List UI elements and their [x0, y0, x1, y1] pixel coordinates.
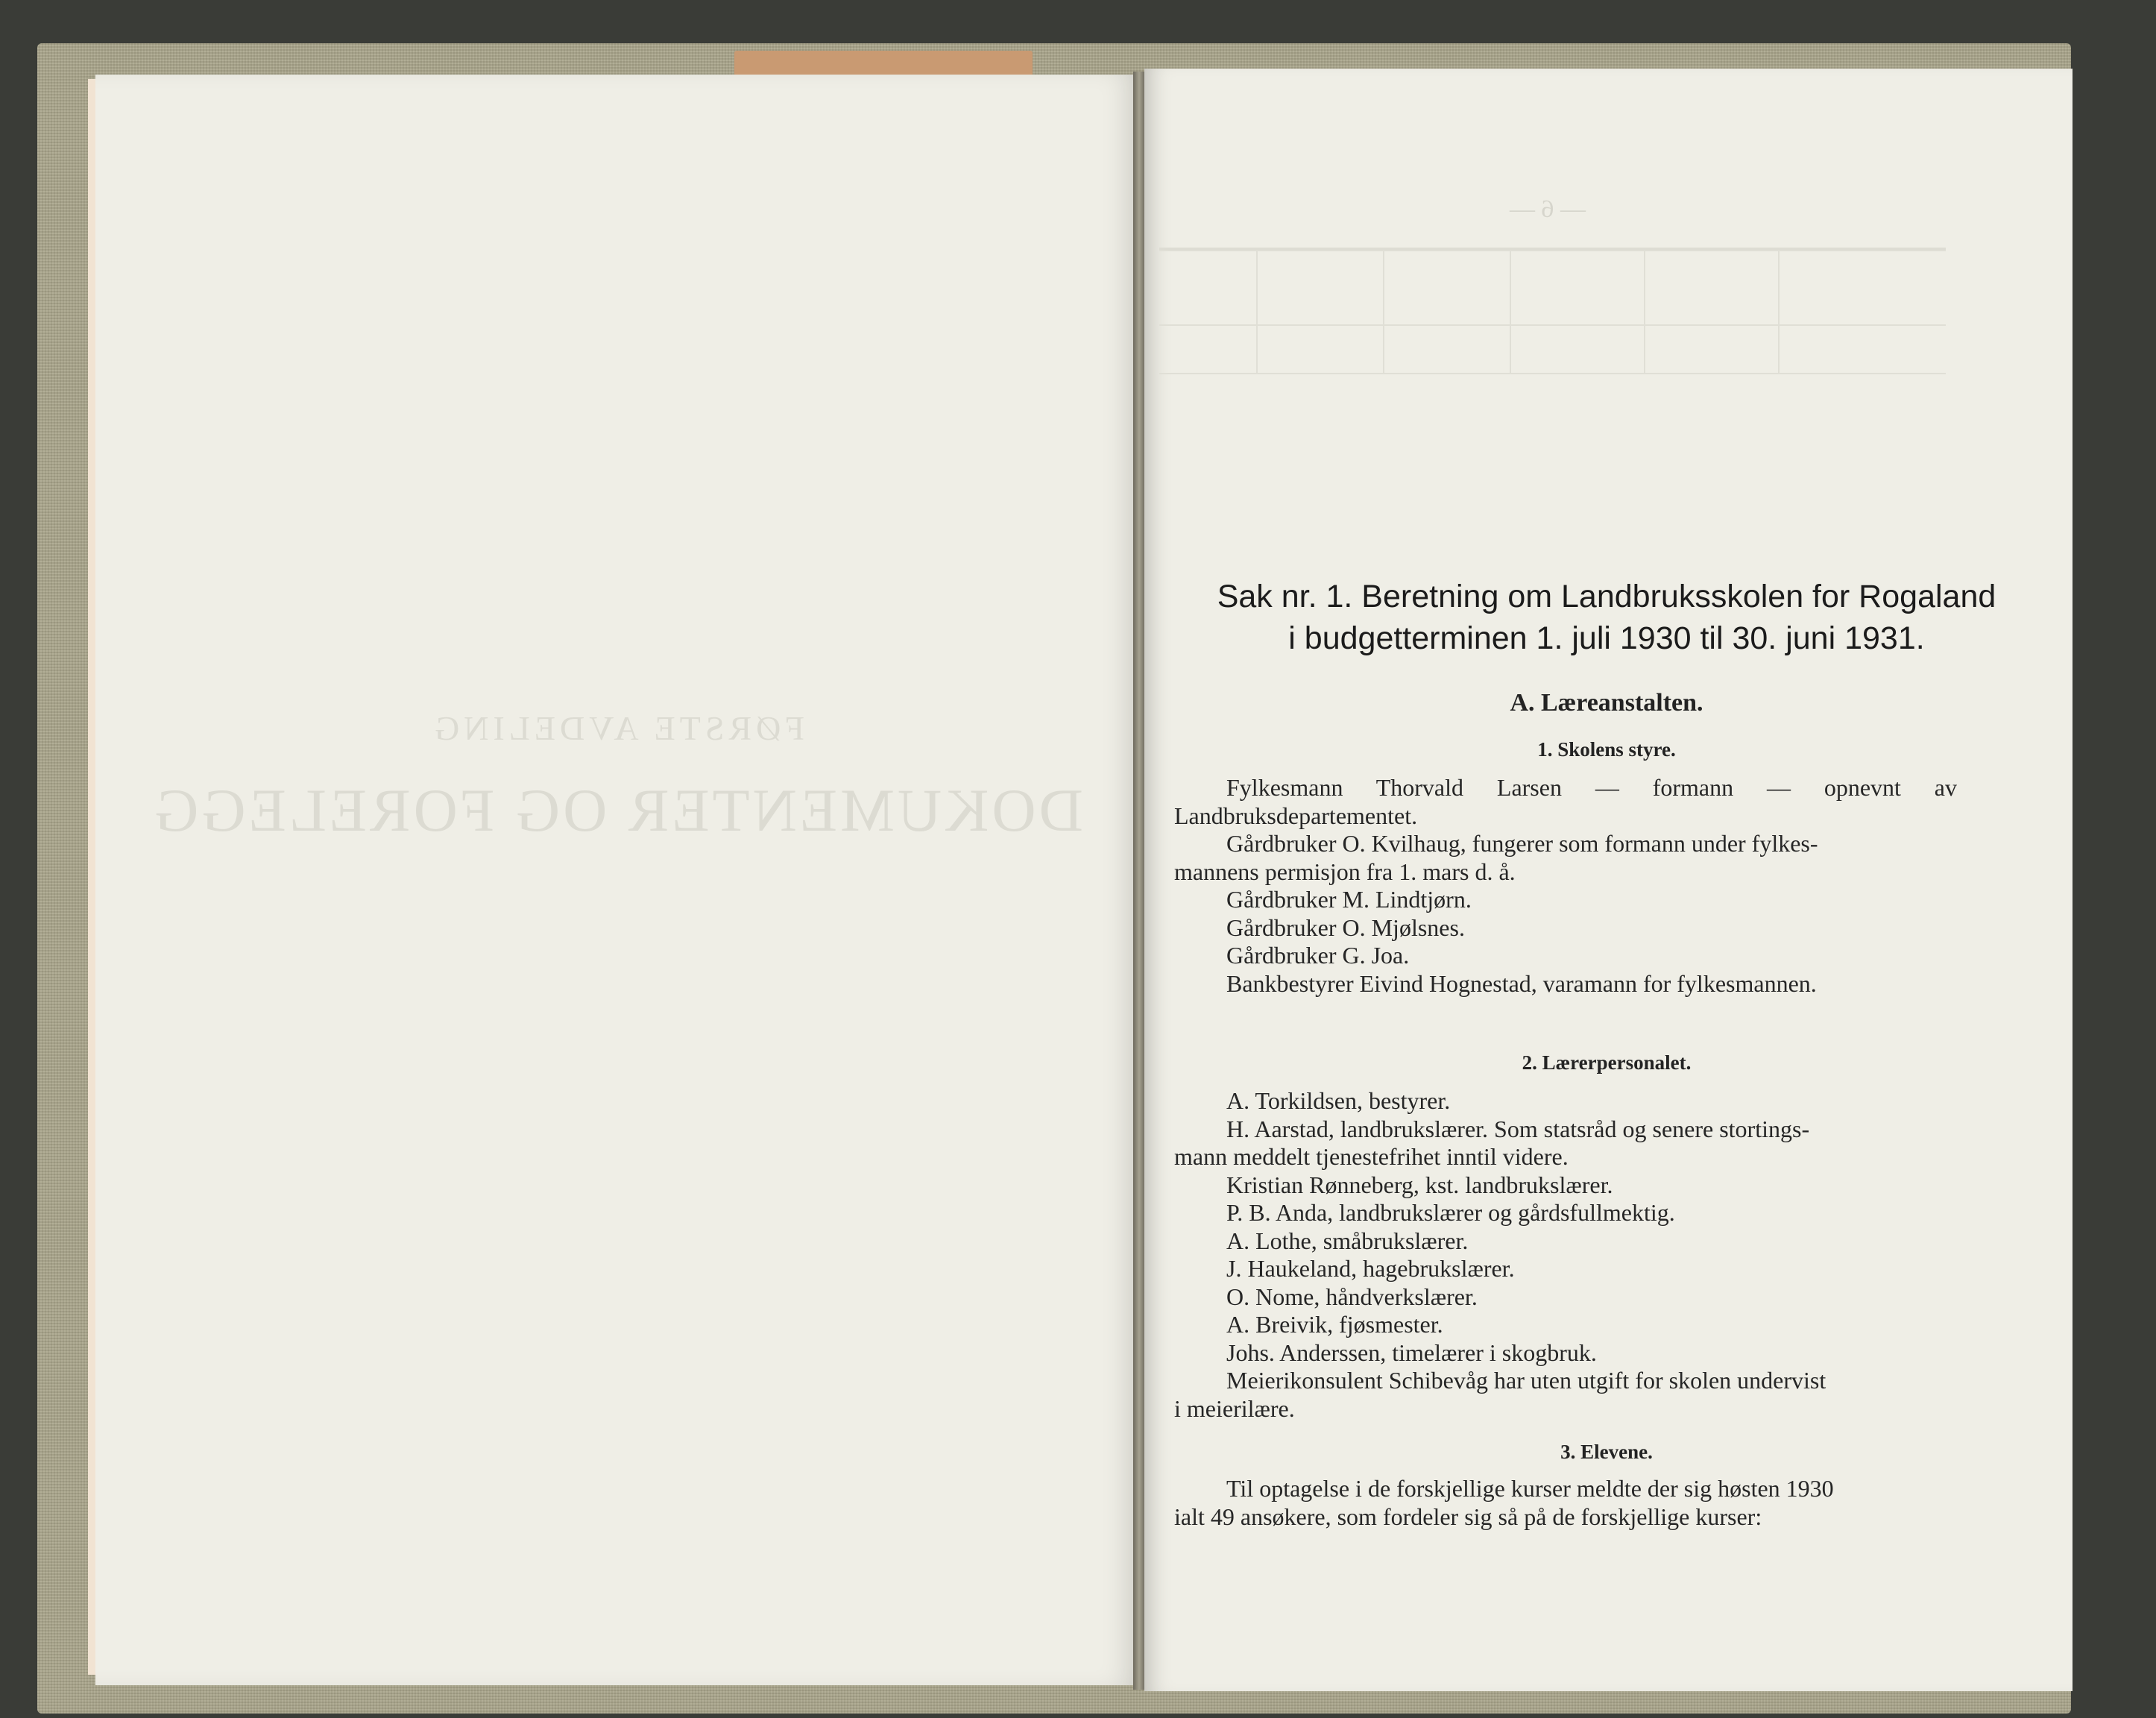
- right-page: [1144, 69, 2073, 1691]
- text-line: Kristian Rønneberg, kst. landbrukslærer.: [1226, 1171, 1613, 1198]
- text-line: mann meddelt tjenestefrihet inntil videre.: [1174, 1143, 1569, 1170]
- text-line: P. B. Anda, landbrukslærer og gårdsfullmektig.: [1226, 1199, 1675, 1226]
- text-line: J. Haukeland, hagebrukslærer.: [1226, 1255, 1515, 1282]
- text-line: Til optagelse i de forskjellige kurser meldte der sig høsten 1930: [1226, 1475, 1834, 1502]
- text-line: A. Breivik, fjøsmester.: [1226, 1311, 1443, 1338]
- text-line: Gårdbruker M. Lindtjørn.: [1226, 886, 1472, 913]
- text-line: Johs. Anderssen, timelærer i skogbruk.: [1226, 1338, 1597, 1366]
- text-line: Bankbestyrer Eivind Hognestad, varamann for fylkesmannen.: [1226, 969, 1817, 997]
- text-line: Fylkesmann Thorvald Larsen — formann — opnevnt av: [1226, 774, 1957, 801]
- show-through-heading-1: FØRSTE AVDELING: [430, 709, 804, 747]
- text-line: mannens permisjon fra 1. mars d. å.: [1174, 858, 1516, 885]
- text-line: i meierilære.: [1174, 1394, 1295, 1422]
- text-line: O. Nome, håndverkslærer.: [1226, 1283, 1478, 1310]
- left-page: [95, 75, 1139, 1685]
- show-through-table: [1159, 248, 1946, 563]
- show-through-page-number: — 6 —: [1510, 195, 1586, 223]
- text-line: Landbruksdepartementet.: [1174, 802, 1418, 829]
- book-gutter: [1133, 72, 1145, 1690]
- text-line: Meierikonsulent Schibevåg har uten utgift for skolen undervist: [1226, 1367, 1826, 1394]
- text-line: ialt 49 ansøkere, som fordeler sig så på de forskjellige kurser:: [1174, 1503, 1762, 1530]
- text-line: Gårdbruker G. Joa.: [1226, 942, 1410, 969]
- elever-paragraph: [1174, 1475, 1957, 1531]
- title-line-2: i budgetterminen 1. juli 1930 til 30. juni 1931.: [1288, 620, 1925, 656]
- section-heading: A. Læreanstalten.: [1510, 689, 1703, 717]
- text-line: Gårdbruker O. Mjølsnes.: [1226, 913, 1465, 941]
- text-line: H. Aarstad, landbrukslærer. Som statsråd og senere stortings-: [1226, 1115, 1810, 1142]
- cover-ribbon: [734, 51, 1033, 76]
- subheading-personale: 2. Lærerpersonalet.: [1522, 1051, 1692, 1074]
- personale-paragraph: [1174, 1087, 1957, 1423]
- text-line: A. Torkildsen, bestyrer.: [1226, 1087, 1451, 1114]
- subheading-styre: 1. Skolens styre.: [1537, 738, 1676, 761]
- subheading-elever: 3. Elevene.: [1560, 1441, 1653, 1463]
- title-line-1: Sak nr. 1. Beretning om Landbruksskolen for Rogaland: [1217, 579, 1996, 614]
- text-line: Gårdbruker O. Kvilhaug, fungerer som formann under fylkes-: [1226, 830, 1818, 857]
- document-title: [1159, 576, 2054, 659]
- text-line: A. Lothe, småbrukslærer.: [1226, 1227, 1469, 1254]
- styre-paragraph: [1174, 774, 1957, 998]
- show-through-heading-2: DOKUMENTER OG FORELEGG: [151, 776, 1083, 844]
